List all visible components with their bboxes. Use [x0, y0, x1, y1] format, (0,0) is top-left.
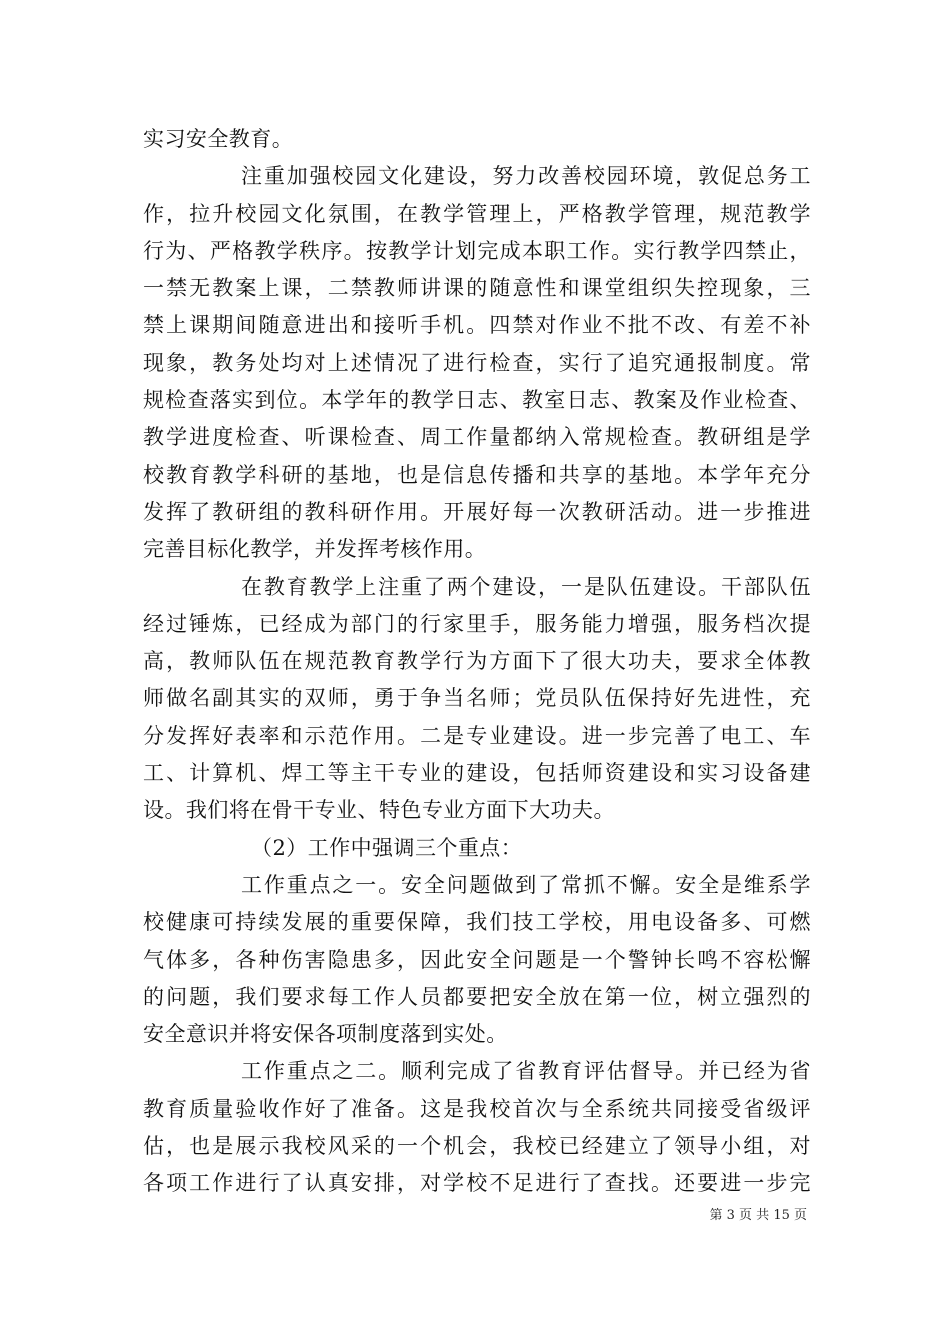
- text-line: 教育质量验收作好了准备。这是我校首次与全系统共同接受省级评: [143, 1096, 811, 1121]
- text-line: 现象，教务处均对上述情况了进行检查，实行了追究通报制度。常: [143, 350, 811, 375]
- text-line: 工作重点之一。安全问题做到了常抓不懈。安全是维系学: [241, 872, 811, 897]
- text-line: 实习安全教育。: [143, 127, 294, 151]
- text-line: 发挥了教研组的教科研作用。开展好每一次教研活动。进一步推进: [143, 499, 811, 524]
- text-line: 分发挥好表率和示范作用。二是专业建设。进一步完善了电工、车: [143, 723, 811, 748]
- text-line: 气体多，各种伤害隐患多，因此安全问题是一个警钟长鸣不容松懈: [143, 947, 811, 972]
- text-line: 工、计算机、焊工等主干专业的建设，包括师资建设和实习设备建: [143, 761, 811, 786]
- text-line: 完善目标化教学，并发挥考核作用。: [143, 537, 487, 562]
- text-line: 作，拉升校园文化氛围，在教学管理上，严格教学管理，规范教学: [143, 201, 811, 226]
- text-line: 注重加强校园文化建设，努力改善校园环境，敦促总务工: [241, 164, 811, 189]
- text-line: 校教育教学科研的基地，也是信息传播和共享的基地。本学年充分: [143, 462, 811, 487]
- text-line: （2）工作中强调三个重点：: [251, 835, 523, 860]
- text-line: 在教育教学上注重了两个建设，一是队伍建设。干部队伍: [241, 574, 811, 599]
- text-line: 规检查落实到位。本学年的教学日志、教室日志、教案及作业检查、: [143, 388, 811, 413]
- text-line: 高，教师队伍在规范教育教学行为方面下了很大功夫，要求全体教: [143, 649, 811, 674]
- text-line: 行为、严格教学秩序。按教学计划完成本职工作。实行教学四禁止，: [143, 238, 811, 263]
- text-line: 教学进度检查、听课检查、周工作量都纳入常规检查。教研组是学: [143, 425, 811, 450]
- text-line: 经过锤炼，已经成为部门的行家里手，服务能力增强，服务档次提: [143, 611, 811, 636]
- text-line: 估，也是展示我校风采的一个机会，我校已经建立了领导小组，对: [143, 1134, 811, 1159]
- text-line: 各项工作进行了认真安排，对学校不足进行了查找。还要进一步完: [143, 1171, 811, 1196]
- text-line: 校健康可持续发展的重要保障，我们技工学校，用电设备多、可燃: [143, 910, 811, 935]
- text-line: 师做名副其实的双师，勇于争当名师；党员队伍保持好先进性，充: [143, 686, 811, 711]
- body-text: [143, 121, 811, 1203]
- text-line: 工作重点之二。顺利完成了省教育评估督导。并已经为省: [241, 1059, 811, 1084]
- text-line: 一禁无教案上课，二禁教师讲课的随意性和课堂组织失控现象，三: [143, 276, 811, 301]
- text-line: 安全意识并将安保各项制度落到实处。: [143, 1022, 508, 1047]
- text-line: 设。我们将在骨干专业、特色专业方面下大功夫。: [143, 798, 615, 823]
- text-line: 的问题，我们要求每工作人员都要把安全放在第一位，树立强烈的: [143, 984, 811, 1009]
- text-line: 禁上课期间随意进出和接听手机。四禁对作业不批不改、有差不补: [143, 313, 811, 338]
- page-number: 第 3 页 共 15 页: [709, 1208, 807, 1223]
